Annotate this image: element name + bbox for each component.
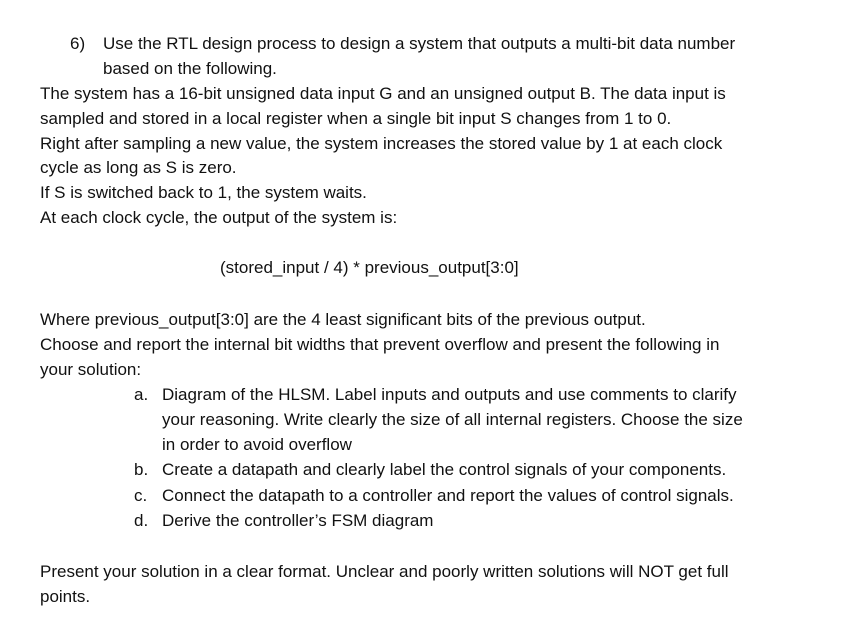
item-a-line-3: in order to avoid overflow	[162, 435, 352, 454]
heading-line-1: Use the RTL design process to design a system that outputs a multi-bit data number	[103, 34, 736, 53]
item-a-line-2: your reasoning. Write clearly the size of all internal registers. Choose the size	[162, 410, 743, 429]
where-line-2: Choose and report the internal bit widths that prevent overflow and present the following in	[40, 335, 720, 354]
description-line-1: The system has a 16-bit unsigned data input G and an unsigned output B. The data input is	[40, 84, 726, 103]
where-line-3: your solution:	[40, 360, 142, 379]
heading-line-2: based on the following.	[103, 59, 277, 78]
output-formula: (stored_input / 4) * previous_output[3:0]	[220, 258, 519, 277]
problem-number: 6)	[70, 34, 86, 53]
item-a-line-1: Diagram of the HLSM. Label inputs and outputs and use comments to clarify	[162, 385, 737, 404]
description-line-5: If S is switched back to 1, the system waits.	[40, 183, 367, 202]
where-line-1: Where previous_output[3:0] are the 4 least significant bits of the previous output.	[40, 310, 646, 329]
description-line-4: cycle as long as S is zero.	[40, 158, 237, 177]
item-marker-d: d.	[134, 511, 149, 530]
description-line-3: Right after sampling a new value, the system increases the stored value by 1 at each clock	[40, 134, 723, 153]
item-marker-c: c.	[134, 486, 148, 505]
item-b-line-1: Create a datapath and clearly label the control signals of your components.	[162, 460, 727, 479]
closing-line-1: Present your solution in a clear format. Unclear and poorly written solutions will NOT get full	[40, 562, 729, 581]
description-line-6: At each clock cycle, the output of the system is:	[40, 208, 398, 227]
item-marker-a: a.	[134, 385, 149, 404]
description-line-2: sampled and stored in a local register when a single bit input S changes from 1 to 0.	[40, 109, 672, 128]
item-c-line-1: Connect the datapath to a controller and report the values of control signals.	[162, 486, 734, 505]
item-d-line-1: Derive the controller’s FSM diagram	[162, 511, 434, 530]
item-marker-b: b.	[134, 460, 149, 479]
closing-line-2: points.	[40, 587, 91, 606]
